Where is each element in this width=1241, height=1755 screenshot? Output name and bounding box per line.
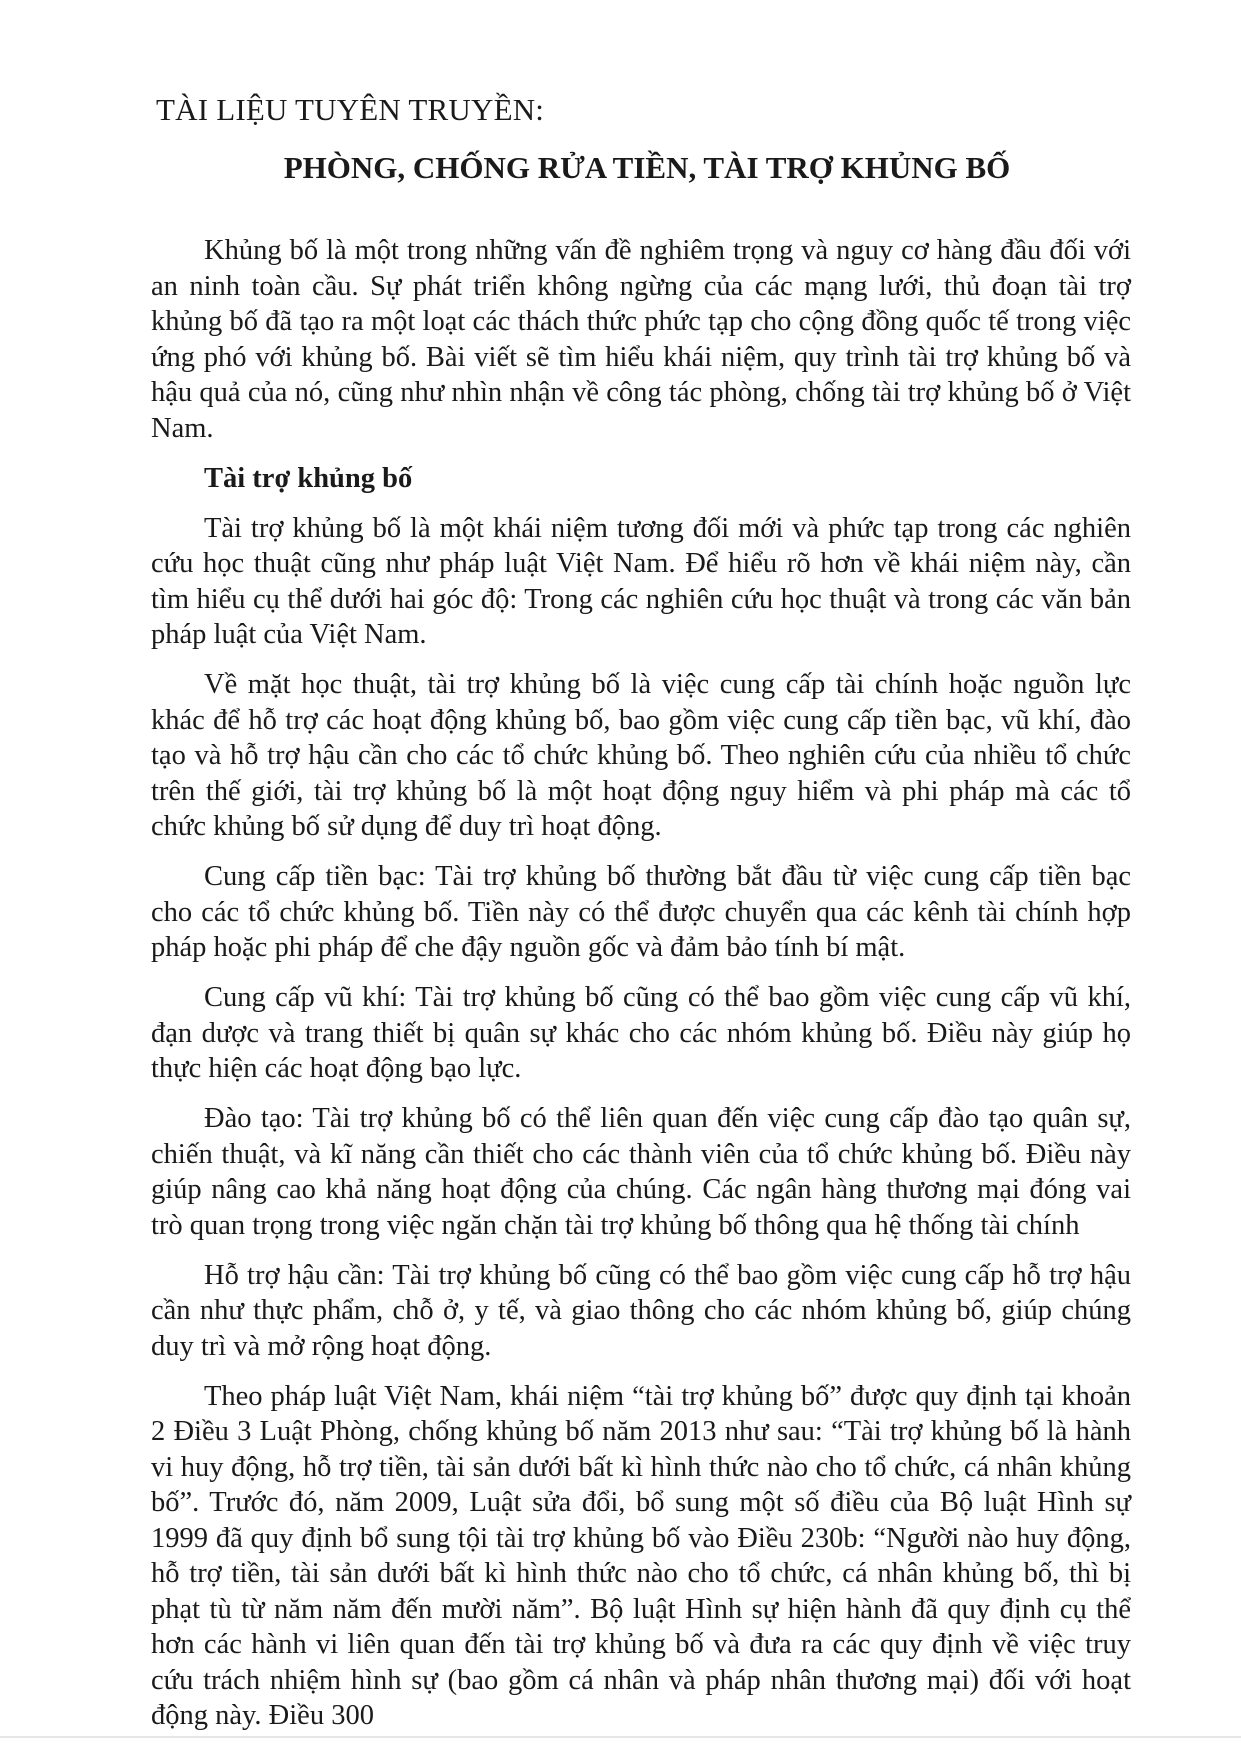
intro-paragraph: Khủng bố là một trong những vấn đề nghiêm trọng và nguy cơ hàng đầu đối với an ninh toàn cầu. Sự phát triển không ngừng của các mạng lưới, thủ đoạn tài trợ khủng bố đã tạo ra một loạt các thách thức phức tạp cho cộng đồng quốc tế trong việc ứng phó với khủng bố. Bài viết sẽ tìm hiểu khái niệm, quy trình tài trợ khủng bố và hậu quả của nó, cũng như nhìn nhận về công tác phòng, chống tài trợ khủng bố ở Việt Nam. [151,235,1131,444]
document-body [151,92,1131,1748]
paragraph-logistics: Hỗ trợ hậu cần: Tài trợ khủng bố cũng có thể bao gồm việc cung cấp hỗ trợ hậu cần như thực phẩm, chỗ ở, y tế, và giao thông cho các nhóm khủng bố, giúp chúng duy trì và mở rộng hoạt động. [151,1259,1131,1362]
paragraph-definition: Tài trợ khủng bố là một khái niệm tương đối mới và phức tạp trong các nghiên cứu học thuật cũng như pháp luật Việt Nam. Để hiểu rõ hơn về khái niệm này, cần tìm hiểu cụ thể dưới hai góc độ: Trong các nghiên cứu học thuật và trong các văn bản pháp luật của Việt Nam. [151,512,1131,650]
paragraph-weapons: Cung cấp vũ khí: Tài trợ khủng bố cũng có thể bao gồm việc cung cấp vũ khí, đạn dược và trang thiết bị quân sự khác cho các nhóm khủng bố. Điều này giúp họ thực hiện các hoạt động bạo lực. [151,982,1131,1084]
paragraph-academic: Về mặt học thuật, tài trợ khủng bố là việc cung cấp tài chính hoặc nguồn lực khác để hỗ trợ các hoạt động khủng bố, bao gồm việc cung cấp tiền bạc, vũ khí, đào tạo và hỗ trợ hậu cần cho các tổ chức khủng bố. Theo nghiên cứu của nhiều tổ chức trên thế giới, tài trợ khủng bố là một hoạt động nguy hiểm và phi pháp mà các tổ chức khủng bố sử dụng để duy trì hoạt động. [151,669,1131,842]
paragraph-training: Đào tạo: Tài trợ khủng bố có thể liên quan đến việc cung cấp đào tạo quân sự, chiến thuật, và kĩ năng cần thiết cho các thành viên của tổ chức khủng bố. Điều này giúp nâng cao khả năng hoạt động của chúng. Các ngân hàng thương mại đóng vai trò quan trọng trong việc ngăn chặn tài trợ khủng bố thông qua hệ thống tài chính [151,1103,1131,1241]
paragraph-money: Cung cấp tiền bạc: Tài trợ khủng bố thường bắt đầu từ việc cung cấp tiền bạc cho các tổ chức khủng bố. Tiền này có thể được chuyển qua các kênh tài chính hợp pháp hoặc phi pháp để che đậy nguồn gốc và đảm bảo tính bí mật. [151,861,1131,963]
document-label: TÀI LIỆU TUYÊN TRUYỀN: [156,92,545,127]
document-title: PHÒNG, CHỐNG RỬA TIỀN, TÀI TRỢ KHỦNG BỐ [283,150,1011,185]
section-heading: Tài trợ khủng bố [204,462,413,494]
page-bottom-edge [0,1736,1241,1738]
paragraph-law: Theo pháp luật Việt Nam, khái niệm “tài trợ khủng bố” được quy định tại khoản 2 Điều 3 Luật Phòng, chống khủng bố năm 2013 như sau: “Tài trợ khủng bố là hành vi huy động, hỗ trợ tiền, tài sản dưới bất kì hình thức nào cho tổ chức, cá nhân khủng bố”. Trước đó, năm 2009, Luật sửa đổi, bổ sung một số điều của Bộ luật Hình sự 1999 đã quy định bổ sung tội tài trợ khủng bố vào Điều 230b: “Người nào huy động, hỗ trợ tiền, tài sản dưới bất kì hình thức nào cho tổ chức, cá nhân khủng bố, thì bị phạt tù từ năm năm đến mười năm”. Bộ luật Hình sự hiện hành đã quy định cụ thể hơn các hành vi liên quan đến tài trợ khủng bố và đưa ra các quy định về việc truy cứu trách nhiệm hình sự (bao gồm cá nhân và pháp nhân thương mại) đối với hoạt động này. Điều 300 [151,1380,1131,1731]
